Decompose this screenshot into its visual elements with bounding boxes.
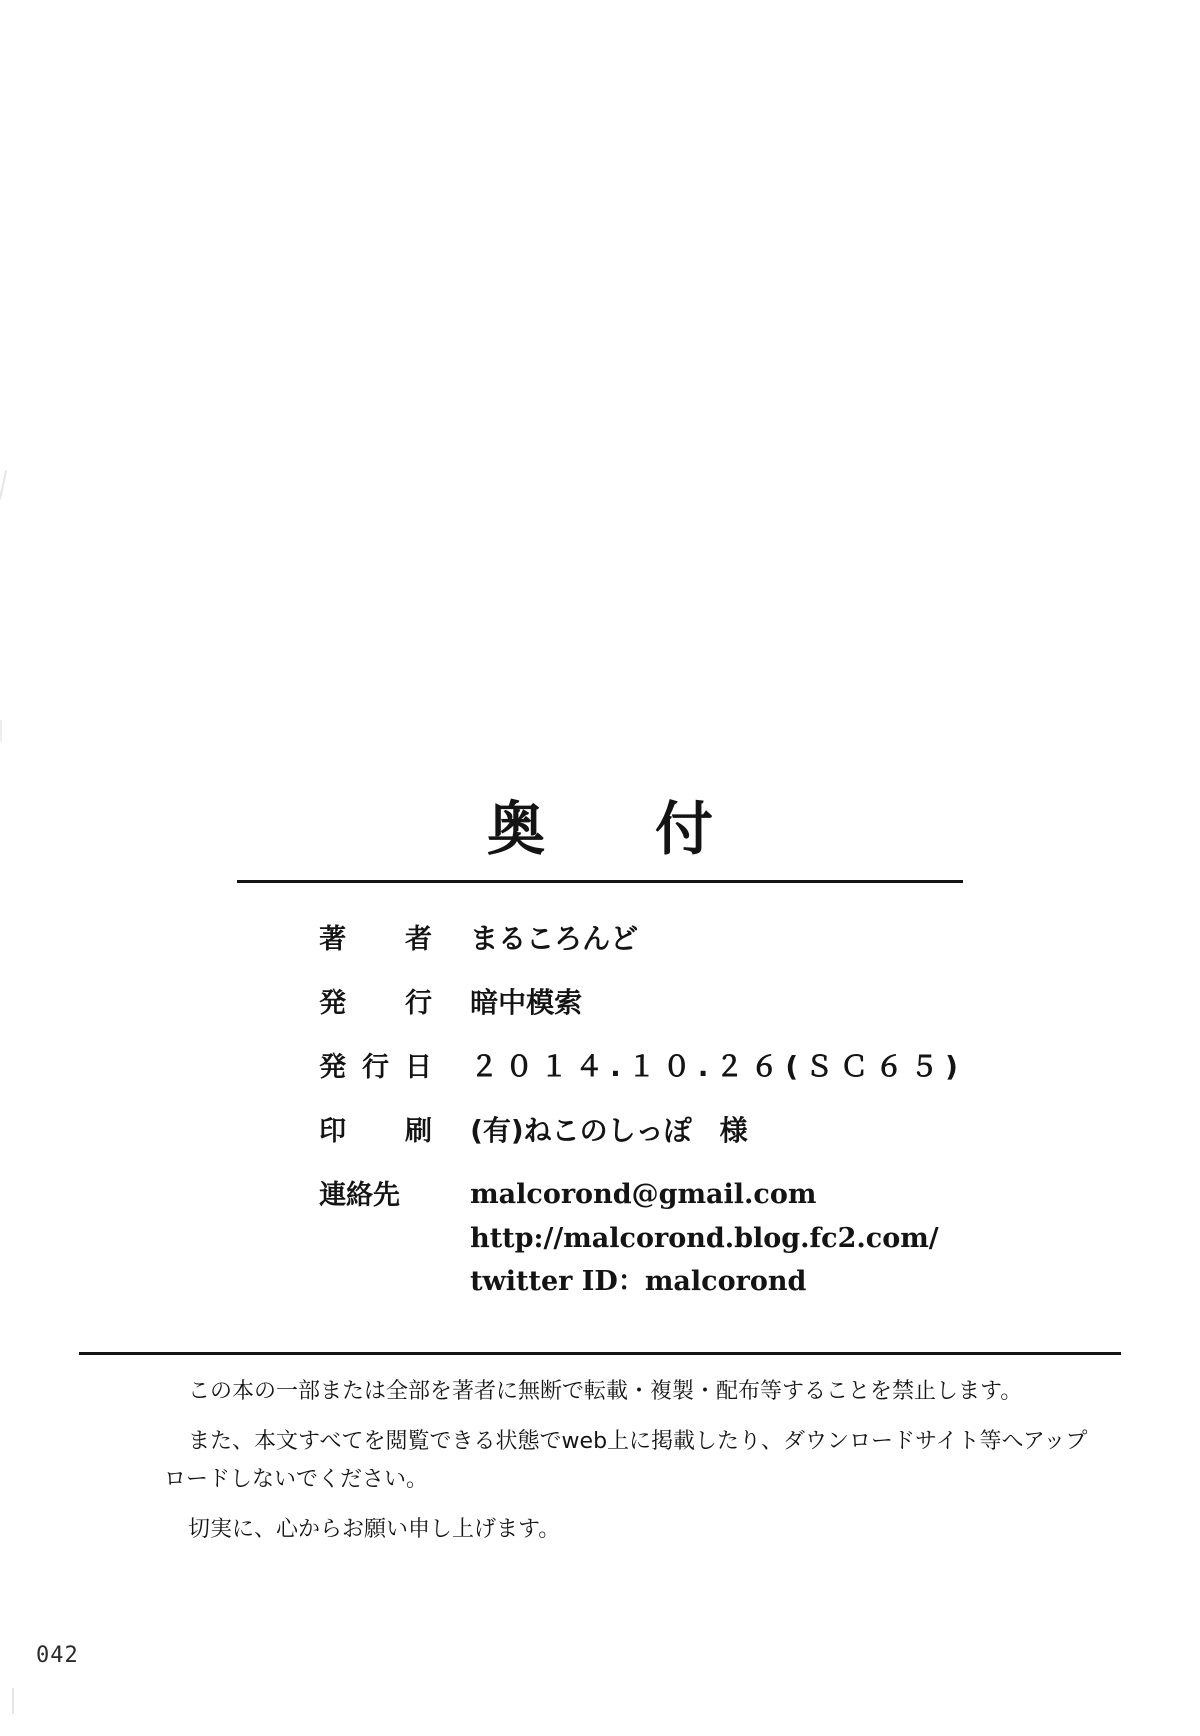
table-row-contact xyxy=(235,1173,965,1304)
page-number: 042 xyxy=(36,1643,79,1668)
table-row xyxy=(235,917,965,981)
colophon-title: 奥 付 xyxy=(486,795,739,863)
field-label-contact: 連絡先 xyxy=(319,1180,401,1211)
colophon-block xyxy=(0,795,1200,1549)
notice-line-2: また、本文すべてを閲覧できる状態でweb上に掲載したり、ダウンロードサイト等へアップロードしないでください。 xyxy=(164,1429,1088,1492)
field-value-author: まるころんど xyxy=(470,922,639,955)
field-label-publisher: 発 行 xyxy=(319,988,449,1019)
notice-line-3: 切実に、心からお願い申し上げます。 xyxy=(188,1516,561,1542)
field-label-release-date: 発行日 xyxy=(319,1052,449,1083)
table-row xyxy=(235,1045,965,1109)
divider-top xyxy=(237,880,963,883)
scan-artifact xyxy=(0,470,7,500)
field-value-publisher: 暗中模索 xyxy=(470,986,583,1019)
table-row xyxy=(235,981,965,1045)
field-value-contact xyxy=(448,1173,965,1304)
divider-bottom xyxy=(79,1352,1121,1355)
contact-email[interactable]: malcorond@gmail.com xyxy=(470,1179,817,1210)
scan-artifact xyxy=(0,720,2,742)
contact-blog-url[interactable]: http://malcorond.blog.fc2.com/ xyxy=(470,1222,939,1254)
contact-twitter-id[interactable]: twitter ID：malcorond xyxy=(470,1266,807,1298)
field-label-author: 著 者 xyxy=(319,924,449,955)
field-label-printer: 印 刷 xyxy=(319,1116,449,1147)
colophon-info-table xyxy=(235,917,965,1304)
field-value-release-date: ２０１４.１０.２６(ＳＣ６５) xyxy=(470,1050,965,1083)
scan-artifact xyxy=(12,1688,14,1714)
field-value-printer: (有)ねこのしっぽ 様 xyxy=(470,1114,748,1147)
notice-line-1: この本の一部または全部を著者に無断で転載・複製・配布等することを禁止します。 xyxy=(188,1379,1023,1405)
copyright-notice xyxy=(100,1373,1100,1548)
table-row xyxy=(235,1109,965,1173)
